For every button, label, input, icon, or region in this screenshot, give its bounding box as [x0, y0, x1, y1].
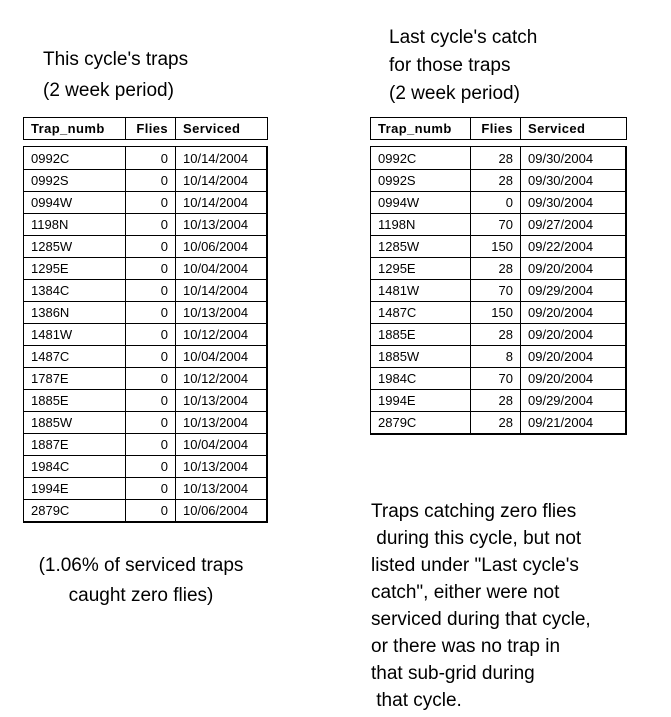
table-row [371, 345, 625, 367]
trap-number-cell: 0992S [378, 173, 416, 188]
serviced-date-cell: 09/30/2004 [520, 170, 625, 191]
text-line: that sub-grid during [371, 663, 535, 684]
text-line: listed under "Last cycle's [371, 555, 579, 576]
table-row [371, 301, 625, 323]
flies-count-cell: 0 [125, 258, 175, 279]
trap-number-cell: 0992C [31, 150, 70, 166]
serviced-date-cell: 10/14/2004 [175, 170, 266, 191]
column-header-serviced: Serviced [520, 118, 626, 139]
table-row [371, 389, 625, 411]
text-line: caught zero flies) [68, 585, 214, 606]
table-row [371, 169, 625, 191]
flies-count-cell: 70 [470, 214, 520, 235]
flies-count-cell: 0 [125, 500, 175, 521]
flies-count-cell: 0 [125, 302, 175, 323]
text-line: serviced during that cycle, [371, 609, 591, 630]
serviced-date-cell: 10/14/2004 [175, 147, 266, 169]
flies-count-cell: 0 [125, 390, 175, 411]
left-table-caption [10, 551, 272, 611]
right-explanatory-note [371, 498, 591, 714]
text-line: that cycle. [371, 690, 462, 711]
serviced-date-cell: 10/13/2004 [175, 412, 266, 433]
table-row [371, 191, 625, 213]
serviced-date-cell: 10/04/2004 [175, 434, 266, 455]
serviced-date-cell: 10/12/2004 [175, 324, 266, 345]
text-line: during this cycle, but not [371, 528, 582, 549]
table-row [24, 191, 266, 213]
flies-count-cell: 150 [470, 236, 520, 257]
flies-count-cell: 0 [125, 214, 175, 235]
serviced-date-cell: 09/22/2004 [520, 236, 625, 257]
flies-count-cell: 70 [470, 368, 520, 389]
trap-number-cell: 1984C [378, 371, 417, 386]
flies-count-cell: 0 [125, 147, 175, 169]
right-table-title [389, 24, 537, 108]
right-table [370, 146, 627, 435]
trap-number-cell: 1295E [378, 261, 416, 276]
flies-count-cell: 0 [125, 236, 175, 257]
table-row [24, 477, 266, 499]
trap-number-cell: 1386N [31, 305, 70, 320]
table-row [24, 367, 266, 389]
table-row [24, 147, 266, 169]
trap-number-cell: 1885W [31, 415, 73, 430]
flies-count-cell: 0 [125, 346, 175, 367]
column-header-serviced: Serviced [175, 118, 267, 139]
text-line: Traps catching zero flies [371, 501, 577, 522]
serviced-date-cell: 09/27/2004 [520, 214, 625, 235]
serviced-date-cell: 09/20/2004 [520, 302, 625, 323]
trap-number-cell: 1487C [378, 305, 417, 320]
serviced-date-cell: 09/30/2004 [520, 147, 625, 169]
flies-count-cell: 8 [470, 346, 520, 367]
flies-count-cell: 0 [125, 368, 175, 389]
serviced-date-cell: 09/29/2004 [520, 280, 625, 301]
flies-count-cell: 0 [125, 412, 175, 433]
trap-number-cell: 1384C [31, 283, 70, 298]
table-row [24, 345, 266, 367]
text-line: (1.06% of serviced traps [38, 555, 244, 576]
text-line: catch", either were not [371, 582, 560, 603]
flies-count-cell: 0 [125, 280, 175, 301]
table-row [371, 213, 625, 235]
table-row [24, 169, 266, 191]
serviced-date-cell: 09/20/2004 [520, 368, 625, 389]
trap-number-cell: 1994E [31, 481, 69, 496]
trap-number-cell: 1285W [31, 239, 73, 254]
serviced-date-cell: 10/13/2004 [175, 390, 266, 411]
trap-number-cell: 1198N [378, 217, 416, 232]
serviced-date-cell: 10/14/2004 [175, 192, 266, 213]
table-row [24, 301, 266, 323]
table-row [371, 235, 625, 257]
trap-number-cell: 1198N [31, 217, 69, 232]
serviced-date-cell: 10/13/2004 [175, 302, 266, 323]
table-row [371, 367, 625, 389]
trap-number-cell: 1481W [31, 327, 73, 342]
trap-number-cell: 0994W [31, 195, 73, 210]
flies-count-cell: 28 [470, 258, 520, 279]
table-row [371, 411, 625, 433]
trap-number-cell: 1885E [378, 327, 416, 342]
flies-count-cell: 0 [125, 478, 175, 499]
trap-number-cell: 1885E [31, 393, 69, 408]
text-line: (2 week period) [389, 83, 520, 104]
trap-number-cell: 0994W [378, 195, 420, 210]
trap-number-cell: 1887E [31, 437, 69, 452]
trap-number-cell: 1481W [378, 283, 420, 298]
trap-number-cell: 0992S [31, 173, 69, 188]
left-table-header [23, 117, 268, 140]
serviced-date-cell: 10/06/2004 [175, 236, 266, 257]
column-header-trap_numb: Trap_numb [378, 121, 452, 136]
flies-count-cell: 0 [125, 456, 175, 477]
serviced-date-cell: 10/04/2004 [175, 258, 266, 279]
trap-number-cell: 1295E [31, 261, 69, 276]
table-row [24, 455, 266, 477]
column-header-trap_numb: Trap_numb [31, 121, 105, 136]
table-row [24, 235, 266, 257]
text-line: Last cycle's catch [389, 27, 538, 48]
text-line: for those traps [389, 55, 511, 76]
left-table [23, 146, 268, 523]
serviced-date-cell: 09/29/2004 [520, 390, 625, 411]
flies-count-cell: 0 [125, 170, 175, 191]
flies-count-cell: 0 [470, 192, 520, 213]
serviced-date-cell: 10/13/2004 [175, 478, 266, 499]
column-header-flies: Flies [125, 118, 175, 139]
flies-count-cell: 28 [470, 170, 520, 191]
serviced-date-cell: 10/14/2004 [175, 280, 266, 301]
serviced-date-cell: 10/13/2004 [175, 214, 266, 235]
table-row [371, 323, 625, 345]
trap-number-cell: 1994E [378, 393, 416, 408]
trap-number-cell: 1885W [378, 349, 420, 364]
table-row [24, 411, 266, 433]
trap-number-cell: 1487C [31, 349, 70, 364]
table-row [24, 213, 266, 235]
trap-number-cell: 2879C [31, 503, 70, 518]
flies-count-cell: 28 [470, 390, 520, 411]
left-table-title [43, 44, 188, 106]
flies-count-cell: 150 [470, 302, 520, 323]
flies-count-cell: 0 [125, 434, 175, 455]
serviced-date-cell: 10/13/2004 [175, 456, 266, 477]
table-row [24, 257, 266, 279]
trap-number-cell: 1984C [31, 459, 70, 474]
serviced-date-cell: 10/12/2004 [175, 368, 266, 389]
flies-count-cell: 28 [470, 147, 520, 169]
table-row [371, 147, 625, 169]
table-row [24, 499, 266, 521]
serviced-date-cell: 09/21/2004 [520, 412, 625, 433]
table-row [371, 257, 625, 279]
table-row [24, 323, 266, 345]
table-row [24, 279, 266, 301]
right-table-header [370, 117, 627, 140]
table-row [24, 389, 266, 411]
serviced-date-cell: 09/20/2004 [520, 346, 625, 367]
serviced-date-cell: 09/20/2004 [520, 324, 625, 345]
table-row [371, 279, 625, 301]
flies-count-cell: 70 [470, 280, 520, 301]
serviced-date-cell: 10/04/2004 [175, 346, 266, 367]
serviced-date-cell: 10/06/2004 [175, 500, 266, 521]
trap-number-cell: 0992C [378, 150, 417, 166]
serviced-date-cell: 09/20/2004 [520, 258, 625, 279]
serviced-date-cell: 09/30/2004 [520, 192, 625, 213]
trap-number-cell: 1285W [378, 239, 420, 254]
column-header-flies: Flies [470, 118, 520, 139]
text-line: (2 week period) [43, 80, 174, 101]
flies-count-cell: 0 [125, 324, 175, 345]
text-line: or there was no trap in [371, 636, 561, 657]
text-line: This cycle's traps [43, 49, 189, 70]
trap-number-cell: 1787E [31, 371, 69, 386]
trap-number-cell: 2879C [378, 415, 417, 430]
flies-count-cell: 28 [470, 324, 520, 345]
flies-count-cell: 28 [470, 412, 520, 433]
flies-count-cell: 0 [125, 192, 175, 213]
table-row [24, 433, 266, 455]
